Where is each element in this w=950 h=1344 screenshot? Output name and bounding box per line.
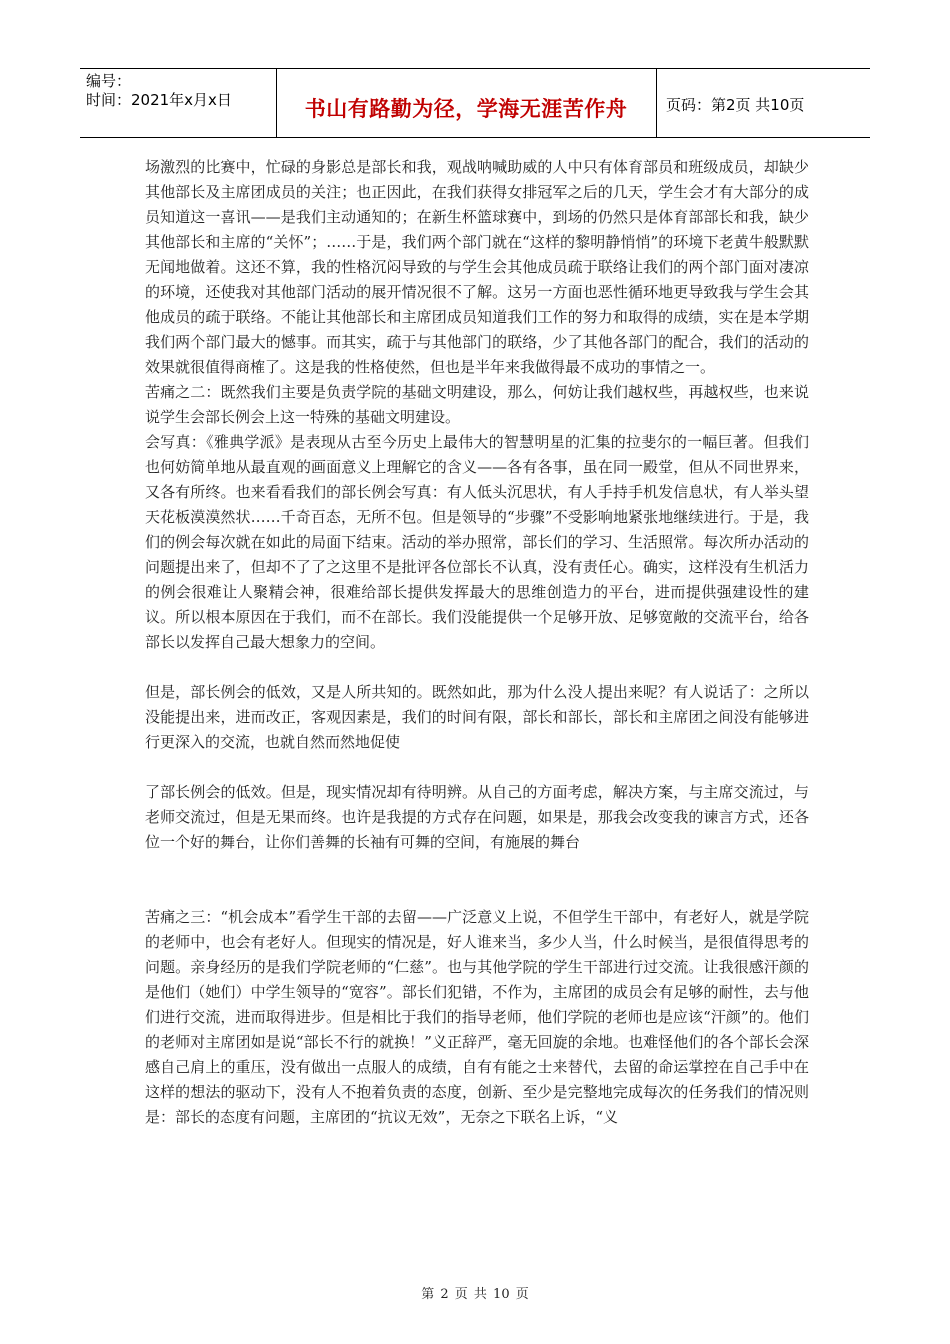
body-paragraph: 苦痛之二：既然我们主要是负责学院的基础文明建设，那么，何妨让我们越权些，再越权些，也来说说学生会部长例会上这一特殊的基础文明建设。 [145, 383, 809, 426]
document-date: 时间：2021年x月x日 [86, 91, 232, 109]
header-page-number: 页码：第2页 共10页 [666, 96, 805, 114]
body-paragraph: 了部长例会的低效。但是，现实情况却有待明辨。从自己的方面考虑，解决方案，与主席交流过，与老师交流过，但是无果而终。也许是我提的方式存在问题，如果是，那我会改变我的谏言方式，还各位一个好的舞台，让你们善舞的长袖有可舞的空间，有施展的舞台 [145, 783, 809, 851]
header-bottom-rule [80, 137, 870, 138]
body-paragraph: 场激烈的比赛中，忙碌的身影总是部长和我，观战呐喊助威的人中只有体育部员和班级成员，却缺少其他部长及主席团成员的关注；也正因此，在我们获得女排冠军之后的几天，学生会才有大部分的成员知道这一喜讯——是我们主动通知的；在新生杯篮球赛中，到场的仍然只是体育部部长和我，缺少其他部长和主席的“关怀”；……于是，我们两个部门就在“这样的黎明静悄悄”的环境下老黄牛般默默无闻地做着。这还不算，我的性格沉闷导致的与学生会其他成员疏于联络让我们的两个部门面对凄凉的环境，还使我对其他部门活动的展开情况很不了解。这另一方面也恶性循环地更导致我与学生会其他成员的疏于联络。不能让其他部长和主席团成员知道我们工作的努力和取得的成绩，实在是本学期我们两个部门最大的憾事。而其实，疏于与其他部门的联络，少了其他各部门的配合，我们的活动的效果就很值得商榷了。这是我的性格使然，但也是半年来我做得最不成功的事情之一。 [145, 158, 809, 376]
paragraph-gap [145, 755, 809, 780]
document-body [145, 155, 809, 1130]
header-meta [86, 72, 232, 110]
body-paragraph: 会写真：《雅典学派》是表现从古至今历史上最伟大的智慧明星的汇集的拉斐尔的一幅巨著。但我们也何妨简单地从最直观的画面意义上理解它的含义——各有各事，虽在同一殿堂，但从不同世界来，又各有所终。也来看看我们的部长例会写真：有人低头沉思状，有人手持手机发信息状，有人举头望天花板漠漠然状……千奇百态，无所不包。但是领导的“步骤”不受影响地紧张地继续进行。于是，我们的例会每次就在如此的局面下结束。活动的举办照常，部长们的学习、生活照常。每次所办活动的问题提出来了，但却不了了之这里不是批评各位部长不认真，没有责任心。确实，这样没有生机活力的例会很难让人聚精会神，很难给部长提供发挥最大的思维创造力的平台，进而提供强建设性的建议。所以根本原因在于我们，而不在部长。我们没能提供一个足够开放、足够宽敞的交流平台，给各部长以发挥自己最大想象力的空间。 [145, 433, 809, 651]
page-header [80, 68, 870, 138]
paragraph-gap [145, 855, 809, 905]
paragraph-gap [145, 655, 809, 680]
page-footer: 第 2 页 共 10 页 [421, 1287, 529, 1302]
header-slogan: 书山有路勤为径，学海无涯苦作舟 [304, 97, 628, 121]
document-number: 编号： [86, 72, 132, 90]
body-paragraph: 苦痛之三：“机会成本”看学生干部的去留——广泛意义上说，不但学生干部中，有老好人，就是学院的老师中，也会有老好人。但现实的情况是，好人谁来当，多少人当，什么时候当，是很值得思考的问题。亲身经历的是我们学院老师的“仁慈”。也与其他学院的学生干部进行过交流。让我很感汗颜的是他们（她们）中学生领导的“宽容”。部长们犯错，不作为，主席团的成员会有足够的耐性，去与他们进行交流，进而取得进步。但是相比于我们的指导老师，他们学院的老师也是应该“汗颜”的。他们的老师对主席团如是说“部长不行的就换！”义正辞严，毫无回旋的余地。也难怪他们的各个部长会深感自己肩上的重压，没有做出一点服人的成绩，自有有能之士来替代，去留的命运掌控在自己手中在这样的想法的驱动下，没有人不抱着负责的态度，创新、至少是完整地完成每次的任务我们的情况则是：部长的态度有问题，主席团的“抗议无效”，无奈之下联名上诉，“义 [145, 908, 809, 1126]
header-divider-right [656, 68, 657, 138]
body-paragraph: 但是，部长例会的低效，又是人所共知的。既然如此，那为什么没人提出来呢？有人说话了：之所以没能提出来，进而改正，客观因素是，我们的时间有限，部长和部长，部长和主席团之间没有能够进行更深入的交流，也就自然而然地促使 [145, 683, 809, 751]
header-divider-left [276, 68, 277, 138]
header-top-rule [80, 68, 870, 69]
